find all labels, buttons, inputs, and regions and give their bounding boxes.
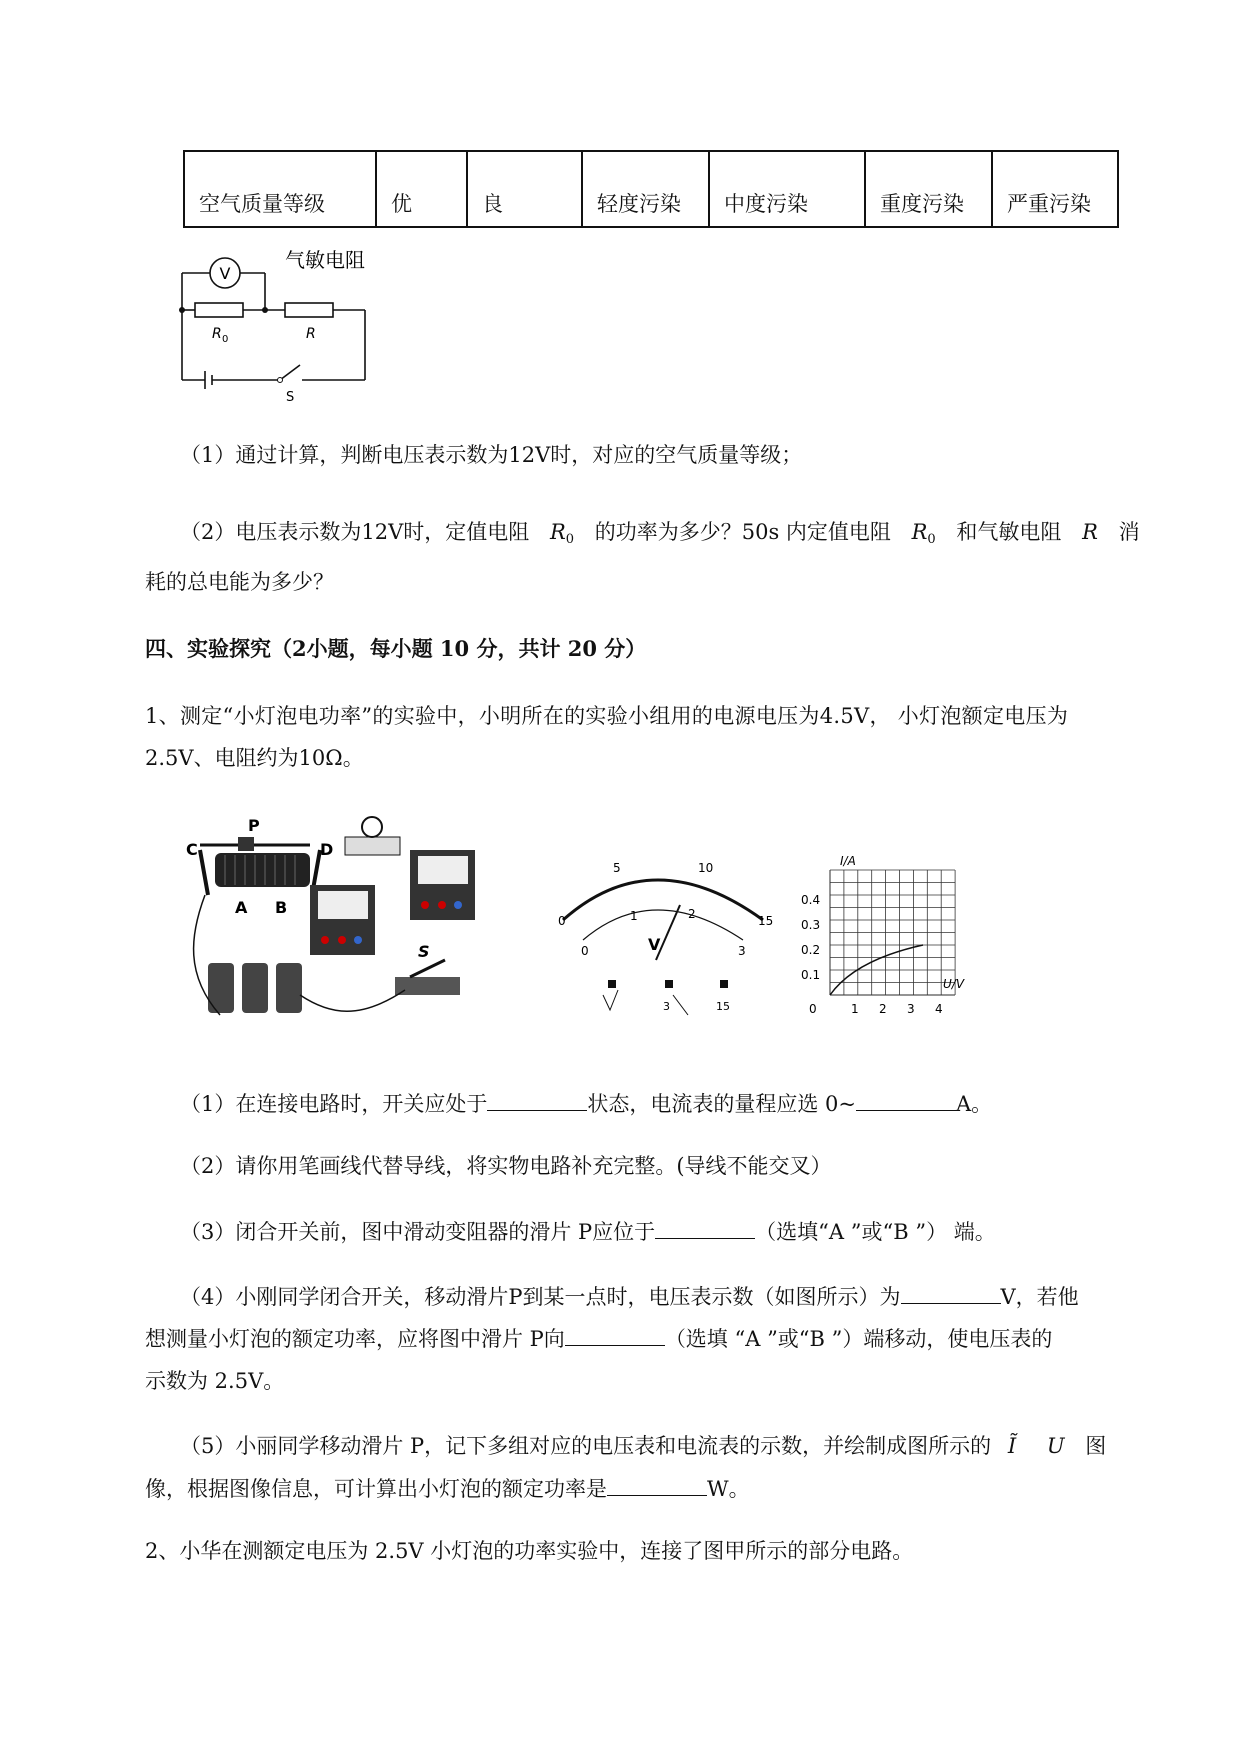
switch-label: S bbox=[286, 390, 295, 405]
answer-blank[interactable] bbox=[487, 1090, 587, 1111]
question-part-2-line1: （2）电压表示数为12V时，定值电阻 $R_0$ 的功率为多少？50s 内定值电阻 $R_0$ 和气敏电阻 R 消 bbox=[180, 520, 1140, 547]
answer-blank[interactable] bbox=[565, 1325, 665, 1346]
r0-subscript: 0 bbox=[222, 334, 229, 345]
table-cell: 轻度污染 bbox=[582, 151, 709, 227]
inner-tick: 2 bbox=[688, 907, 696, 921]
voltmeter-symbol: V bbox=[219, 264, 231, 283]
y-tick: 0.4 bbox=[801, 893, 821, 907]
y-tick: 0.1 bbox=[801, 968, 821, 982]
table-row bbox=[184, 151, 1118, 227]
question-2-line1: 2、小华在测额定电压为 2.5V 小灯泡的功率实验中，连接了图甲所示的部分电路。 bbox=[145, 1539, 914, 1563]
voltmeter-dial bbox=[548, 850, 788, 1020]
outer-tick: 0 bbox=[558, 914, 566, 928]
sub-question-5-line2: 像，根据图像信息，可计算出小灯泡的额定功率是 W。 bbox=[145, 1477, 750, 1501]
voltage-symbol: U bbox=[1046, 1434, 1065, 1458]
answer-blank[interactable] bbox=[856, 1090, 956, 1111]
y-tick: 0.2 bbox=[801, 943, 821, 957]
inner-tick: 3 bbox=[738, 944, 746, 958]
inner-tick: 1 bbox=[630, 909, 638, 923]
label-d: D bbox=[320, 840, 334, 859]
iu-graph bbox=[795, 850, 975, 1020]
sub-question-3: （3）闭合开关前，图中滑动变阻器的滑片 P应位于 （选填“A ”或“B ”） 端。 bbox=[180, 1220, 996, 1244]
label-c: C bbox=[186, 840, 198, 859]
r0-symbol: $R_0$ bbox=[549, 520, 575, 547]
question-1-line2: 2.5V、电阻约为10Ω。 bbox=[145, 746, 364, 770]
table-cell: 优 bbox=[376, 151, 467, 227]
sub-question-5-line1: （5）小丽同学移动滑片 P，记下多组对应的电压表和电流表的示数，并绘制成图所示的 Ĩ U 图 bbox=[180, 1434, 1107, 1458]
r0-label: R bbox=[212, 326, 222, 342]
table-cell: 中度污染 bbox=[709, 151, 865, 227]
current-symbol: Ĩ bbox=[1007, 1434, 1017, 1458]
x-tick: 1 bbox=[851, 1002, 859, 1016]
sub-question-2: （2）请你用笔画线代替导线，将实物电路补充完整。(导线不能交叉） bbox=[180, 1154, 832, 1178]
outer-tick: 5 bbox=[613, 861, 621, 875]
x-tick: 3 bbox=[907, 1002, 915, 1016]
table-cell: 良 bbox=[467, 151, 582, 227]
sub-question-1: （1）在连接电路时，开关应处于 状态，电流表的量程应选 0~ A。 bbox=[180, 1092, 993, 1116]
question-part-2-line2: 耗的总电能为多少？ bbox=[145, 570, 334, 594]
voltmeter-letter: V bbox=[648, 935, 661, 954]
table-cell: 严重污染 bbox=[992, 151, 1118, 227]
table-cell: 重度污染 bbox=[865, 151, 992, 227]
answer-blank[interactable] bbox=[607, 1475, 707, 1496]
apparatus-illustration bbox=[180, 815, 520, 1025]
label-a: A bbox=[235, 898, 248, 917]
y-axis-label: I/A bbox=[840, 854, 856, 868]
question-part-1: （1）通过计算，判断电压表示数为12V时，对应的空气质量等级； bbox=[180, 443, 803, 467]
y-tick: 0.3 bbox=[801, 918, 821, 932]
label-p: P bbox=[248, 816, 260, 835]
x-tick: 0 bbox=[809, 1002, 817, 1016]
answer-blank[interactable] bbox=[901, 1283, 1001, 1304]
r0-symbol: $R_0$ bbox=[911, 520, 936, 547]
circuit-diagram bbox=[170, 245, 430, 405]
outer-tick: 10 bbox=[698, 861, 714, 875]
x-tick: 2 bbox=[879, 1002, 887, 1016]
terminal-label: 3 bbox=[663, 1000, 670, 1013]
sub-question-4-line2: 想测量小灯泡的额定功率，应将图中滑片 P向 （选填 “A ”或“B ”）端移动，使电压表的 bbox=[145, 1327, 1053, 1351]
r-symbol: R bbox=[1082, 520, 1098, 544]
x-tick: 4 bbox=[935, 1002, 943, 1016]
sub-question-4-line1: （4）小刚同学闭合开关，移动滑片P到某一点时，电压表示数（如图所示）为 V，若他 bbox=[180, 1285, 1079, 1309]
label-b: B bbox=[275, 898, 288, 917]
question-1-line1: 1、测定“小灯泡电功率”的实验中，小明所在的实验小组用的电源电压为4.5V， 小灯泡额定电压为 bbox=[145, 704, 1069, 728]
label-s: S bbox=[418, 942, 430, 961]
r-label: R bbox=[306, 326, 316, 342]
sub-question-4-line3: 示数为 2.5V。 bbox=[145, 1369, 285, 1393]
table-cell: 空气质量等级 bbox=[184, 151, 376, 227]
terminal-label: 15 bbox=[716, 1000, 730, 1013]
x-axis-label: U/V bbox=[943, 977, 965, 991]
answer-blank[interactable] bbox=[655, 1218, 755, 1239]
inner-tick: 0 bbox=[581, 944, 589, 958]
air-quality-table bbox=[183, 150, 1119, 228]
outer-tick: 15 bbox=[758, 914, 774, 928]
section-title: 四、实验探究（2小题，每小题 10 分，共计 20 分） bbox=[145, 636, 647, 661]
sensor-resistor-label: 气敏电阻 bbox=[285, 248, 365, 272]
